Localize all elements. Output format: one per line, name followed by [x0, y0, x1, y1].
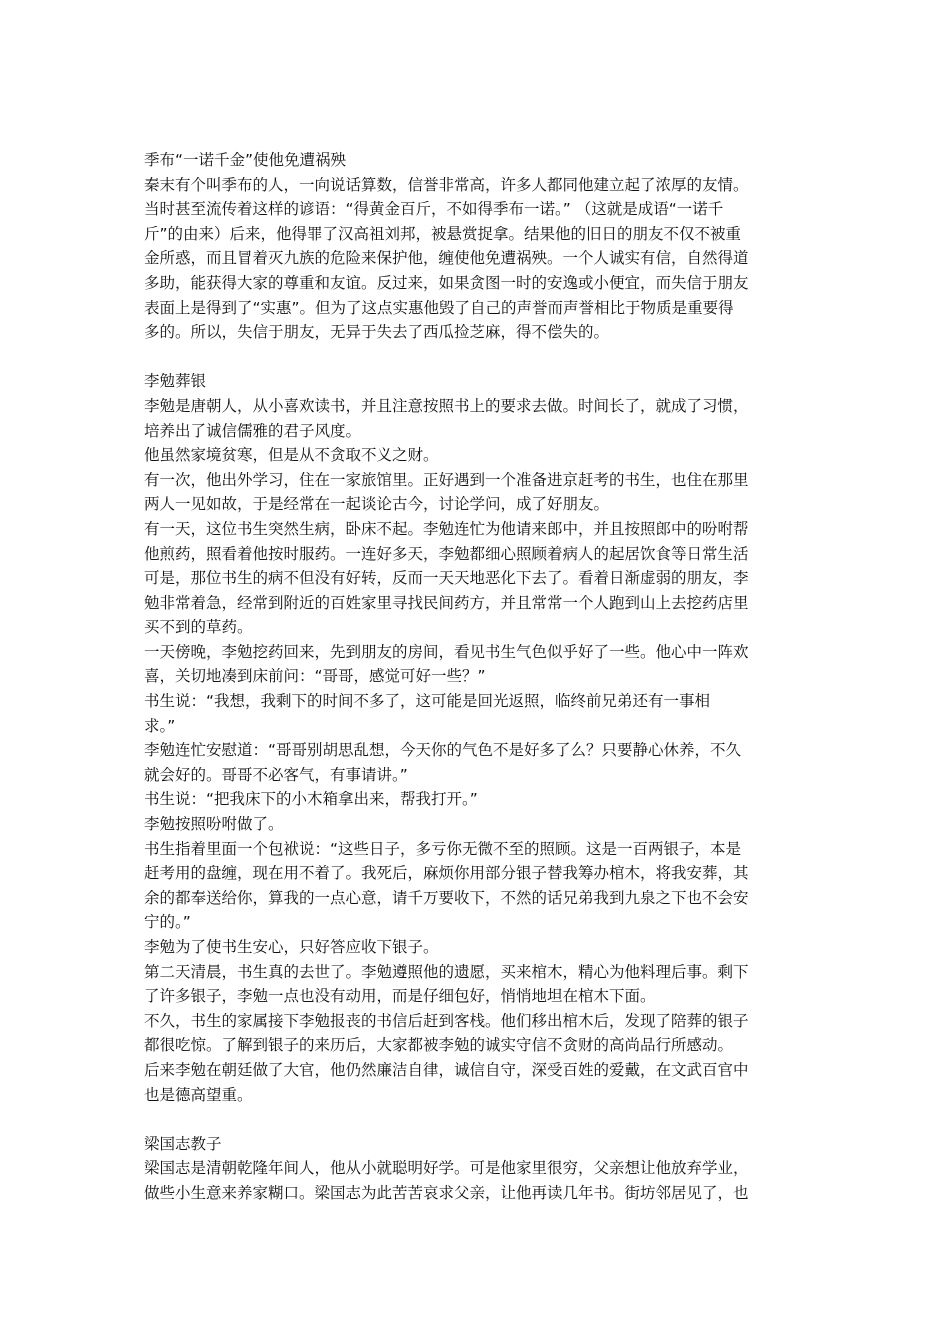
paragraph-line: 了许多银子，李勉一点也没有动用，而是仔细包好，悄悄地坦在棺木下面。	[144, 987, 656, 1006]
section-liangguozhi	[144, 1132, 810, 1206]
paragraph-line: 可是，那位书生的病不但没有好转，反而一天天地恶化下去了。看着日渐虚弱的朋友，李	[144, 569, 749, 588]
paragraph-line: 斤”的由来）后来，他得罪了汉高祖刘邦，被悬赏捉拿。结果他的旧日的朋友不仅不被重	[144, 224, 742, 243]
paragraph-line: 书生说：“把我床下的小木箱拿出来，帮我打开。”	[144, 790, 478, 809]
section-title: 梁国志教子	[144, 1134, 222, 1153]
paragraph-line: 求。”	[144, 716, 176, 735]
paragraph-line: 做些小生意来养家糊口。梁国志为此苦苦哀求父亲，让他再读几年书。街坊邻居见了，也	[144, 1183, 749, 1202]
paragraph-line: 宁的。”	[144, 913, 191, 932]
paragraph-line: 书生说：“我想，我剩下的时间不多了，这可能是回光返照，临终前兄弟还有一事相	[144, 692, 711, 711]
paragraph-line: 梁国志是清朝乾隆年间人，他从小就聪明好学。可是他家里很穷，父亲想让他放弃学业，	[144, 1159, 749, 1178]
paragraph-line: 一天傍晚，李勉挖药回来，先到朋友的房间，看见书生气色似乎好了一些。他心中一阵欢	[144, 642, 749, 661]
paragraph-line: 赶考用的盘缠，现在用不着了。我死后，麻烦你用部分银子替我筹办棺木，将我安葬，其	[144, 864, 749, 883]
paragraph-line: 有一次，他出外学习，住在一家旅馆里。正好遇到一个准备进京赶考的书生，也住在那里	[144, 470, 749, 489]
section-limian	[144, 369, 810, 1107]
paragraph-line: 两人一见如故，于是经常在一起谈论古今，讨论学问，成了好朋友。	[144, 495, 610, 514]
paragraph-line: 秦末有个叫季布的人，一向说话算数，信誉非常高，许多人都同他建立起了浓厚的友情。	[144, 175, 749, 194]
paragraph-line: 他煎药，照看着他按时服药。一连好多天，李勉都细心照顾着病人的起居饮食等日常生活	[144, 544, 749, 563]
section-title: 李勉葬银	[144, 372, 207, 391]
paragraph-line: 后来李勉在朝廷做了大官，他仍然廉洁自律，诚信自守，深受百姓的爱戴，在文武百官中	[144, 1060, 749, 1079]
document-body	[144, 148, 810, 1206]
paragraph-line: 有一天，这位书生突然生病，卧床不起。李勉连忙为他请来郎中，并且按照郎中的吩咐帮	[144, 519, 749, 538]
paragraph-line: 不久，书生的家属接下李勉报丧的书信后赶到客栈。他们移出棺木后，发现了陪葬的银子	[144, 1011, 749, 1030]
section-spacer	[144, 1107, 810, 1132]
paragraph-line: 勉非常着急，经常到附近的百姓家里寻找民间药方，并且常常一个人跑到山上去挖药店里	[144, 593, 749, 612]
paragraph-line: 喜，关切地凑到床前问：“哥哥，感觉可好一些？”	[144, 667, 486, 686]
paragraph-line: 李勉连忙安慰道：“哥哥别胡思乱想，今天你的气色不是好多了么？只要静心休养，不久	[144, 741, 742, 760]
paragraph-line: 也是德高望重。	[144, 1085, 253, 1104]
section-spacer	[144, 345, 810, 370]
paragraph-line: 金所惑，而且冒着灭九族的危险来保护他，缠使他免遭祸殃。一个人诚实有信，自然得道	[144, 249, 749, 268]
paragraph-line: 当时甚至流传着这样的谚语：“得黄金百斤，不如得季布一诺。” （这就是成语“一诺千	[144, 200, 724, 219]
paragraph-line: 培养出了诚信儒雅的君子风度。	[144, 421, 362, 440]
paragraph-line: 表面上是得到了“实惠”。但为了这点实惠他毁了自己的声誉而声誉相比于物质是重要得	[144, 298, 734, 317]
paragraph-line: 书生指着里面一个包袱说：“这些日子，多亏你无微不至的照顾。这是一百两银子，本是	[144, 839, 742, 858]
paragraph-line: 第二天清晨，书生真的去世了。李勉遵照他的遗愿，买来棺木，精心为他料理后事。剩下	[144, 962, 749, 981]
paragraph-line: 多助，能获得大家的尊重和友谊。反过来，如果贪图一时的安逸或小便宜，而失信于朋友	[144, 273, 749, 292]
paragraph-line: 多的。所以，失信于朋友，无异于失去了西瓜捡芝麻，得不偿失的。	[144, 323, 610, 342]
paragraph-line: 李勉为了使书生安心，只好答应收下银子。	[144, 938, 439, 956]
paragraph-line: 李勉按照吩咐做了。	[144, 815, 284, 834]
paragraph-line: 李勉是唐朝人，从小喜欢读书，并且注意按照书上的要求去做。时间长了，就成了习惯，	[144, 396, 749, 415]
paragraph-line: 余的都奉送给你，算我的一点心意，请千万要收下，不然的话兄弟我到九泉之下也不会安	[144, 888, 749, 907]
section-jibu	[144, 148, 810, 345]
paragraph-line: 都很吃惊。了解到银子的来历后，大家都被李勉的诚实守信不贪财的高尚品行所感动。	[144, 1036, 734, 1055]
paragraph-line: 就会好的。哥哥不必客气，有事请讲。”	[144, 765, 408, 784]
paragraph-line: 买不到的草药。	[144, 618, 253, 637]
paragraph-line: 他虽然家境贫寒，但是从不贪取不义之财。	[144, 446, 439, 465]
section-title: 季布“一诺千金”使他免遭祸殃	[144, 151, 347, 169]
